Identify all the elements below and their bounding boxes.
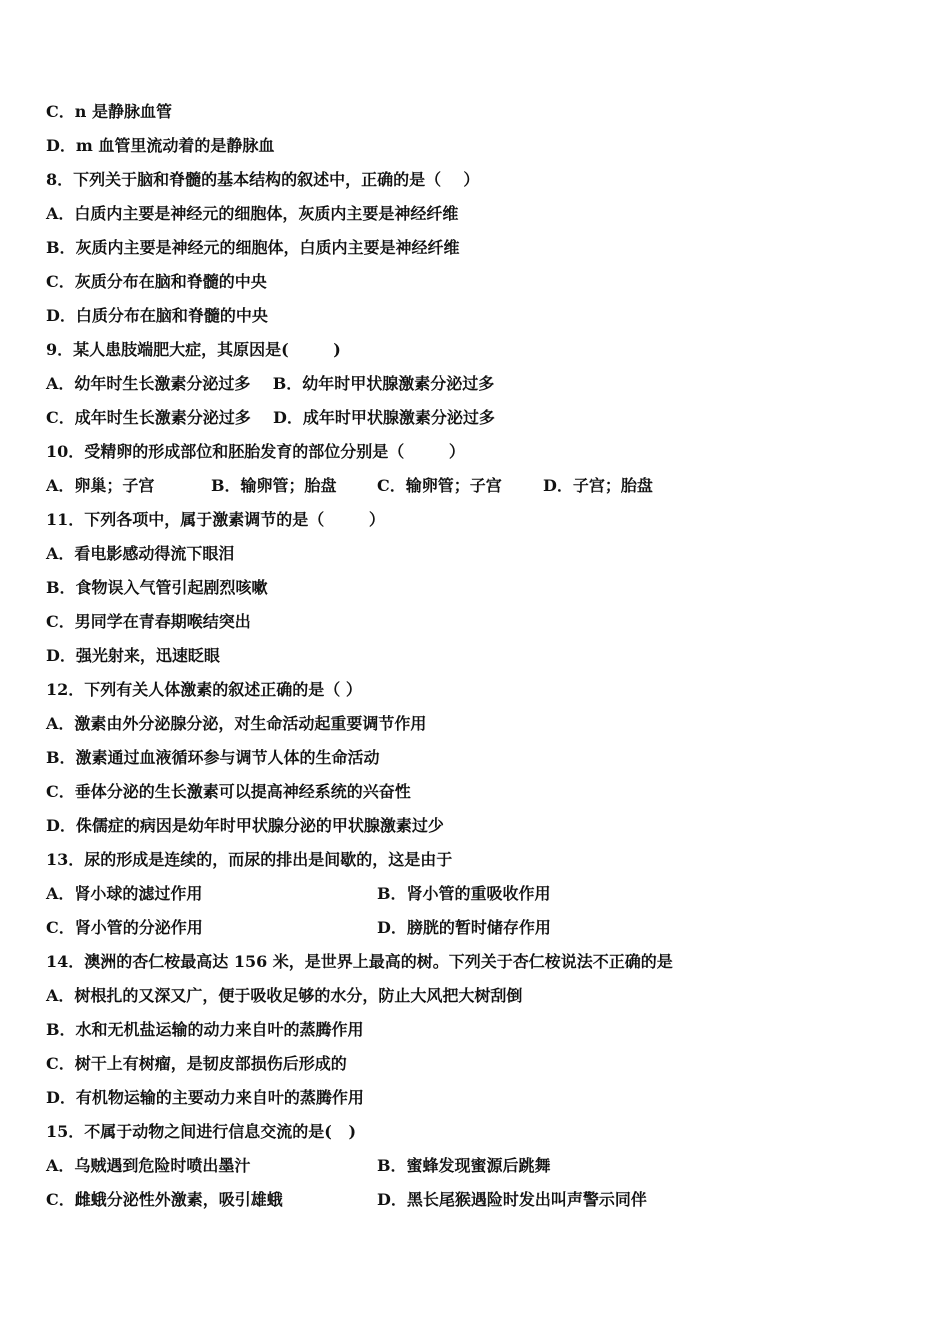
q15-option-b: B．蜜蜂发现蜜源后跳舞 [377, 1156, 551, 1175]
q13-option-b: B．肾小管的重吸收作用 [377, 884, 551, 903]
q12-option-b: B．激素通过血液循环参与调节人体的生命活动 [46, 748, 380, 767]
q11-option-c: C．男同学在青春期喉结突出 [46, 612, 251, 631]
q13-option-a: A．肾小球的滤过作用 [46, 884, 203, 903]
q11-option-b: B．食物误入气管引起剧烈咳嗽 [46, 578, 268, 597]
q10-stem: 10．受精卵的形成部位和胚胎发育的部位分别是（ ） [46, 442, 465, 461]
q15-options-ab [46, 1154, 866, 1178]
q15-option-d: D．黑长尾猴遇险时发出叫声警示同伴 [377, 1190, 647, 1209]
q10-options [46, 474, 866, 498]
q9-options-ab: A．幼年时生长激素分泌过多 B．幼年时甲状腺激素分泌过多 [46, 374, 495, 393]
q15-option-c: C．雌蛾分泌性外激素，吸引雄蛾 [46, 1190, 283, 1209]
q8-option-a: A．白质内主要是神经元的细胞体，灰质内主要是神经纤维 [46, 204, 459, 223]
q13-options-cd [46, 916, 866, 940]
q11-option-a: A．看电影感动得流下眼泪 [46, 544, 235, 563]
q12-stem: 12．下列有关人体激素的叙述正确的是（ ） [46, 680, 362, 699]
q7-option-d: D．m 血管里流动着的是静脉血 [46, 136, 275, 155]
q13-option-c: C．肾小管的分泌作用 [46, 918, 203, 937]
q8-option-b: B．灰质内主要是神经元的细胞体，白质内主要是神经纤维 [46, 238, 460, 257]
q9-options-cd: C．成年时生长激素分泌过多 D．成年时甲状腺激素分泌过多 [46, 408, 495, 427]
q13-option-d: D．膀胱的暂时储存作用 [377, 918, 551, 937]
q9-stem: 9．某人患肢端肥大症，其原因是( ) [46, 340, 341, 359]
q11-stem: 11．下列各项中，属于激素调节的是（ ） [46, 510, 385, 529]
q14-stem: 14．澳洲的杏仁桉最高达 156 米，是世界上最高的树。下列关于杏仁桉说法不正确的是 [46, 952, 673, 971]
q15-options-cd [46, 1188, 866, 1212]
q11-option-d: D．强光射来，迅速眨眼 [46, 646, 220, 665]
q12-option-c: C．垂体分泌的生长激素可以提高神经系统的兴奋性 [46, 782, 411, 801]
q7-option-c: C．n 是静脉血管 [46, 102, 172, 121]
q13-options-ab [46, 882, 866, 906]
q8-option-c: C．灰质分布在脑和脊髓的中央 [46, 272, 267, 291]
q8-option-d: D．白质分布在脑和脊髓的中央 [46, 306, 268, 325]
q10-option-b: B．输卵管；胎盘 [211, 476, 337, 495]
q8-stem: 8．下列关于脑和脊髓的基本结构的叙述中，正确的是（ ） [46, 170, 480, 189]
q13-stem: 13．尿的形成是连续的，而尿的排出是间歇的，这是由于 [46, 850, 453, 869]
q12-option-a: A．激素由外分泌腺分泌，对生命活动起重要调节作用 [46, 714, 427, 733]
q15-stem: 15．不属于动物之间进行信息交流的是( ) [46, 1122, 357, 1141]
q14-option-a: A．树根扎的又深又广，便于吸收足够的水分，防止大风把大树刮倒 [46, 986, 523, 1005]
q14-option-c: C．树干上有树瘤，是韧皮部损伤后形成的 [46, 1054, 347, 1073]
q10-option-a: A．卵巢；子宫 [46, 476, 155, 495]
q12-option-d: D．侏儒症的病因是幼年时甲状腺分泌的甲状腺激素过少 [46, 816, 444, 835]
q14-option-b: B．水和无机盐运输的动力来自叶的蒸腾作用 [46, 1020, 364, 1039]
q10-option-c: C．输卵管；子宫 [377, 476, 502, 495]
q14-option-d: D．有机物运输的主要动力来自叶的蒸腾作用 [46, 1088, 364, 1107]
q10-option-d: D．子宫；胎盘 [543, 476, 653, 495]
q15-option-a: A．乌贼遇到危险时喷出墨汁 [46, 1156, 251, 1175]
